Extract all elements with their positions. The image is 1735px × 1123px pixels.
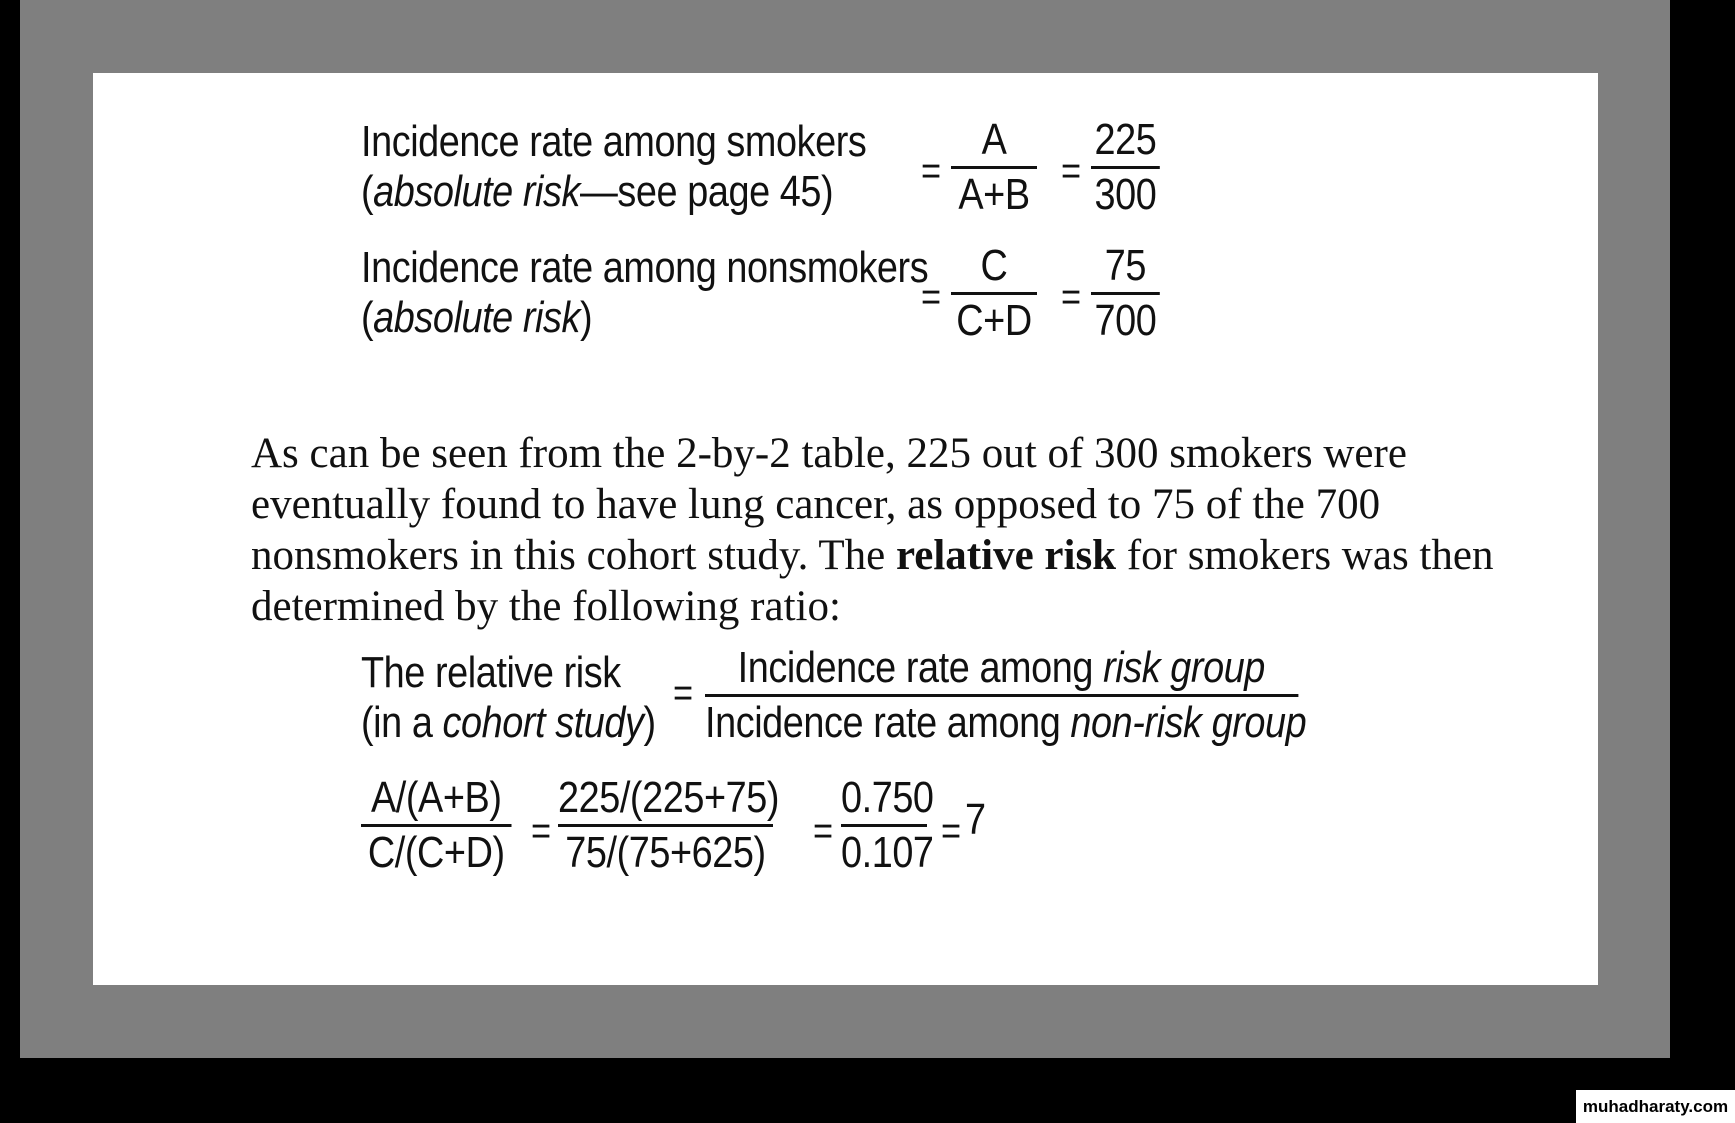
- relative-risk-label: [361, 648, 621, 698]
- relative-risk-fraction: [705, 643, 1307, 748]
- numerator: A: [981, 115, 1007, 164]
- label-text: The relative risk: [361, 648, 621, 697]
- denominator: C/(C+D): [367, 828, 505, 877]
- paren-open: (: [361, 167, 374, 216]
- italic-term: absolute risk: [373, 293, 581, 342]
- equals-sign: =: [941, 809, 961, 853]
- fraction-bar: [951, 166, 1037, 169]
- equals-sign: =: [1061, 275, 1081, 319]
- fraction-numeric: [558, 773, 780, 878]
- formula-smokers-label: [361, 117, 866, 167]
- numerator: 0.750: [841, 773, 934, 822]
- numerator: C: [980, 241, 1008, 290]
- fraction-c-over-cd: [951, 241, 1037, 346]
- equals-sign: =: [673, 671, 693, 715]
- equals-sign: =: [813, 809, 833, 853]
- italic-term: cohort study: [442, 698, 644, 747]
- fraction-symbolic: [361, 773, 512, 878]
- fraction-75-over-700: [1091, 241, 1160, 346]
- explanation-paragraph: [251, 428, 1561, 632]
- italic-term: absolute risk: [373, 167, 581, 216]
- denominator-text: Incidence rate among: [705, 698, 1071, 747]
- denominator: 0.107: [841, 828, 934, 877]
- numerator: 225: [1094, 115, 1157, 164]
- relative-risk-sublabel: [361, 698, 656, 748]
- italic-term: non-risk group: [1070, 698, 1307, 747]
- equals-sign: =: [531, 809, 551, 853]
- paren-open: (: [361, 293, 374, 342]
- denominator: A+B: [958, 170, 1030, 219]
- fraction-bar: [1091, 166, 1160, 169]
- label-text: Incidence rate among nonsmokers: [361, 243, 929, 292]
- denominator: C+D: [956, 296, 1032, 345]
- site-watermark: muhadharaty.com: [1576, 1090, 1735, 1123]
- paren-close: ): [643, 698, 656, 747]
- equals-sign: =: [1061, 149, 1081, 193]
- numerator-text: Incidence rate among: [737, 643, 1104, 692]
- bold-term: relative risk: [895, 532, 1117, 579]
- denominator: 700: [1094, 296, 1157, 345]
- fraction-bar: [951, 292, 1037, 295]
- fraction-bar: [361, 824, 512, 827]
- denominator: 300: [1094, 170, 1157, 219]
- slide-frame: [20, 0, 1670, 1058]
- result-value: 7: [965, 795, 986, 844]
- fraction-a-over-ab: [951, 115, 1037, 220]
- document-page: [93, 73, 1598, 985]
- denominator: 75/(75+625): [565, 828, 766, 877]
- paragraph-text-start: As can be seen from the 2-by-2 table, 225 out of 300 smokers were eventually found to have lung cancer, as opposed to 75 of the 700 nonsmokers in this cohort study. The: [251, 430, 1407, 579]
- label-text: Incidence rate among smokers: [361, 117, 867, 166]
- formula-nonsmokers-sublabel: [361, 293, 592, 343]
- numerator: A/(A+B): [370, 773, 502, 822]
- fraction-bar: [841, 824, 927, 827]
- sublabel-text: (in a: [361, 698, 443, 747]
- paren-close: ): [580, 293, 593, 342]
- numerator: [705, 643, 1298, 693]
- equals-sign: =: [921, 149, 941, 193]
- formula-smokers-sublabel: [361, 167, 833, 217]
- italic-term: risk group: [1103, 643, 1265, 692]
- fraction-bar: [705, 694, 1298, 697]
- numerator: 75: [1104, 241, 1147, 290]
- fraction-bar: [1091, 292, 1160, 295]
- fraction-bar: [558, 824, 773, 827]
- denominator: [705, 698, 1307, 748]
- paragraph-text-end: for smokers was then determined by the following ratio:: [251, 532, 1494, 630]
- equals-sign: =: [921, 275, 941, 319]
- sublabel-text: —see page 45): [580, 167, 834, 216]
- numerator: 225/(225+75): [558, 773, 780, 822]
- formula-nonsmokers-label: [361, 243, 928, 293]
- fraction-decimal: [841, 773, 934, 878]
- fraction-225-over-300: [1091, 115, 1160, 220]
